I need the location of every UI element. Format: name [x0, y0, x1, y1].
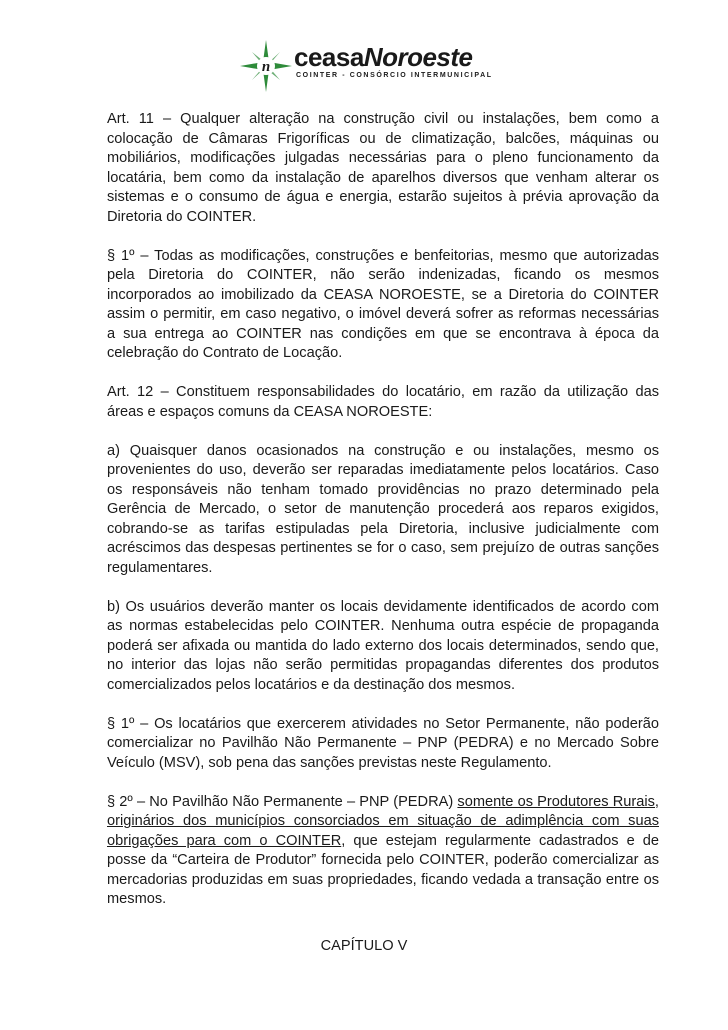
emblem-letter: n: [261, 59, 271, 75]
paragraph-2-rest: , que estejam regularmente cadastrados e de posse da “Carteira de Produtor” fornecida pelo COINTER, poderão comercializar as mercadorias produzidas em suas propriedades, ficando vedada a transação entre os mesmos.: [107, 832, 660, 907]
article-12-paragraph-2: [107, 793, 659, 910]
article-12-item-a: a) Quaisquer danos ocasionados na construção e ou instalações, mesmo os provenientes do uso, deverão ser reparadas imediatamente pelos locatários. Caso os responsáveis não tenham tomado providências no prazo determinado pela Gerência de Mercado, o setor de manutenção procederá aos reparos exigidos, cobrando-se as tarifas estipuladas pela Diretoria, inclusive judicialmente com acréscimos das despesas pertinentes se for o caso, sem prejuízo de outras sanções regulamentares.: [107, 442, 659, 576]
article-12-paragraph-1: § 1º – Os locatários que exercerem atividades no Setor Permanente, não poderão comercializar no Pavilhão Não Permanente – PNP (PEDRA) e no Mercado Sobre Veículo (MSV), sob pena das sanções previstas neste Regulamento.: [107, 715, 659, 771]
logo-wordmark: [294, 42, 473, 72]
document-body: [107, 110, 659, 929]
paragraph-2-underlined: somente os Produtores Rurais, originários dos municípios consorciados em situação de adimplência com suas obrigações para com o COINTER: [107, 793, 659, 849]
logo-subtitle: COINTER - CONSÓRCIO INTERMUNICIPAL: [296, 72, 493, 79]
article-11-paragraph-1: § 1º – Todas as modificações, construções e benfeitorias, mesmo que autorizadas pela Diretoria do COINTER, não serão indenizadas, ficando os mesmos incorporados ao imobilizado da CEASA NOROESTE, se a Diretoria do COINTER assim o permitir, em caso negativo, o imóvel deverá sofrer as reformas necessárias a sua entrega ao COINTER nas condições em que se encontrava à época da celebração do Contrato de Locação.: [107, 247, 659, 361]
paragraph-2-lead: § 2º – No Pavilhão Não Permanente – PNP (PEDRA): [107, 793, 458, 810]
article-12-item-b: b) Os usuários deverão manter os locais devidamente identificados de acordo com as normas estabelecidas pelo COINTER. Nenhuma outra espécie de propaganda poderá ser afixada ou mantida do lado externo dos locais determinados, sendo que, no interior das lojas não serão permitidas propagandas diferentes dos produtos comercializados pelos locatários e da destinação dos mesmos.: [107, 598, 659, 693]
logo-noroeste-text: Noroeste: [363, 42, 473, 72]
ceasa-noroeste-logo: [238, 38, 528, 94]
article-12: Art. 12 – Constituem responsabilidades do locatário, em razão da utilização das áreas e espaços comuns da CEASA NOROESTE:: [107, 384, 659, 420]
logo-ceasa-text: ceasa: [294, 42, 364, 72]
article-11: Art. 11 – Qualquer alteração na construção civil ou instalações, bem como a colocação de Câmaras Frigoríficas ou de climatização, balcões, máquinas ou mobiliários, modificações julgadas necessárias para o pleno funcionamento da locatária, bem como da instalação de aparelhos diversos que venham alterar os sistemas e o consumo de água e energia, estarão sujeitos à prévia aprovação da Diretoria do COINTER.: [107, 111, 659, 225]
star-emblem-icon: [238, 38, 294, 94]
chapter-heading: CAPÍTULO V: [320, 938, 408, 954]
